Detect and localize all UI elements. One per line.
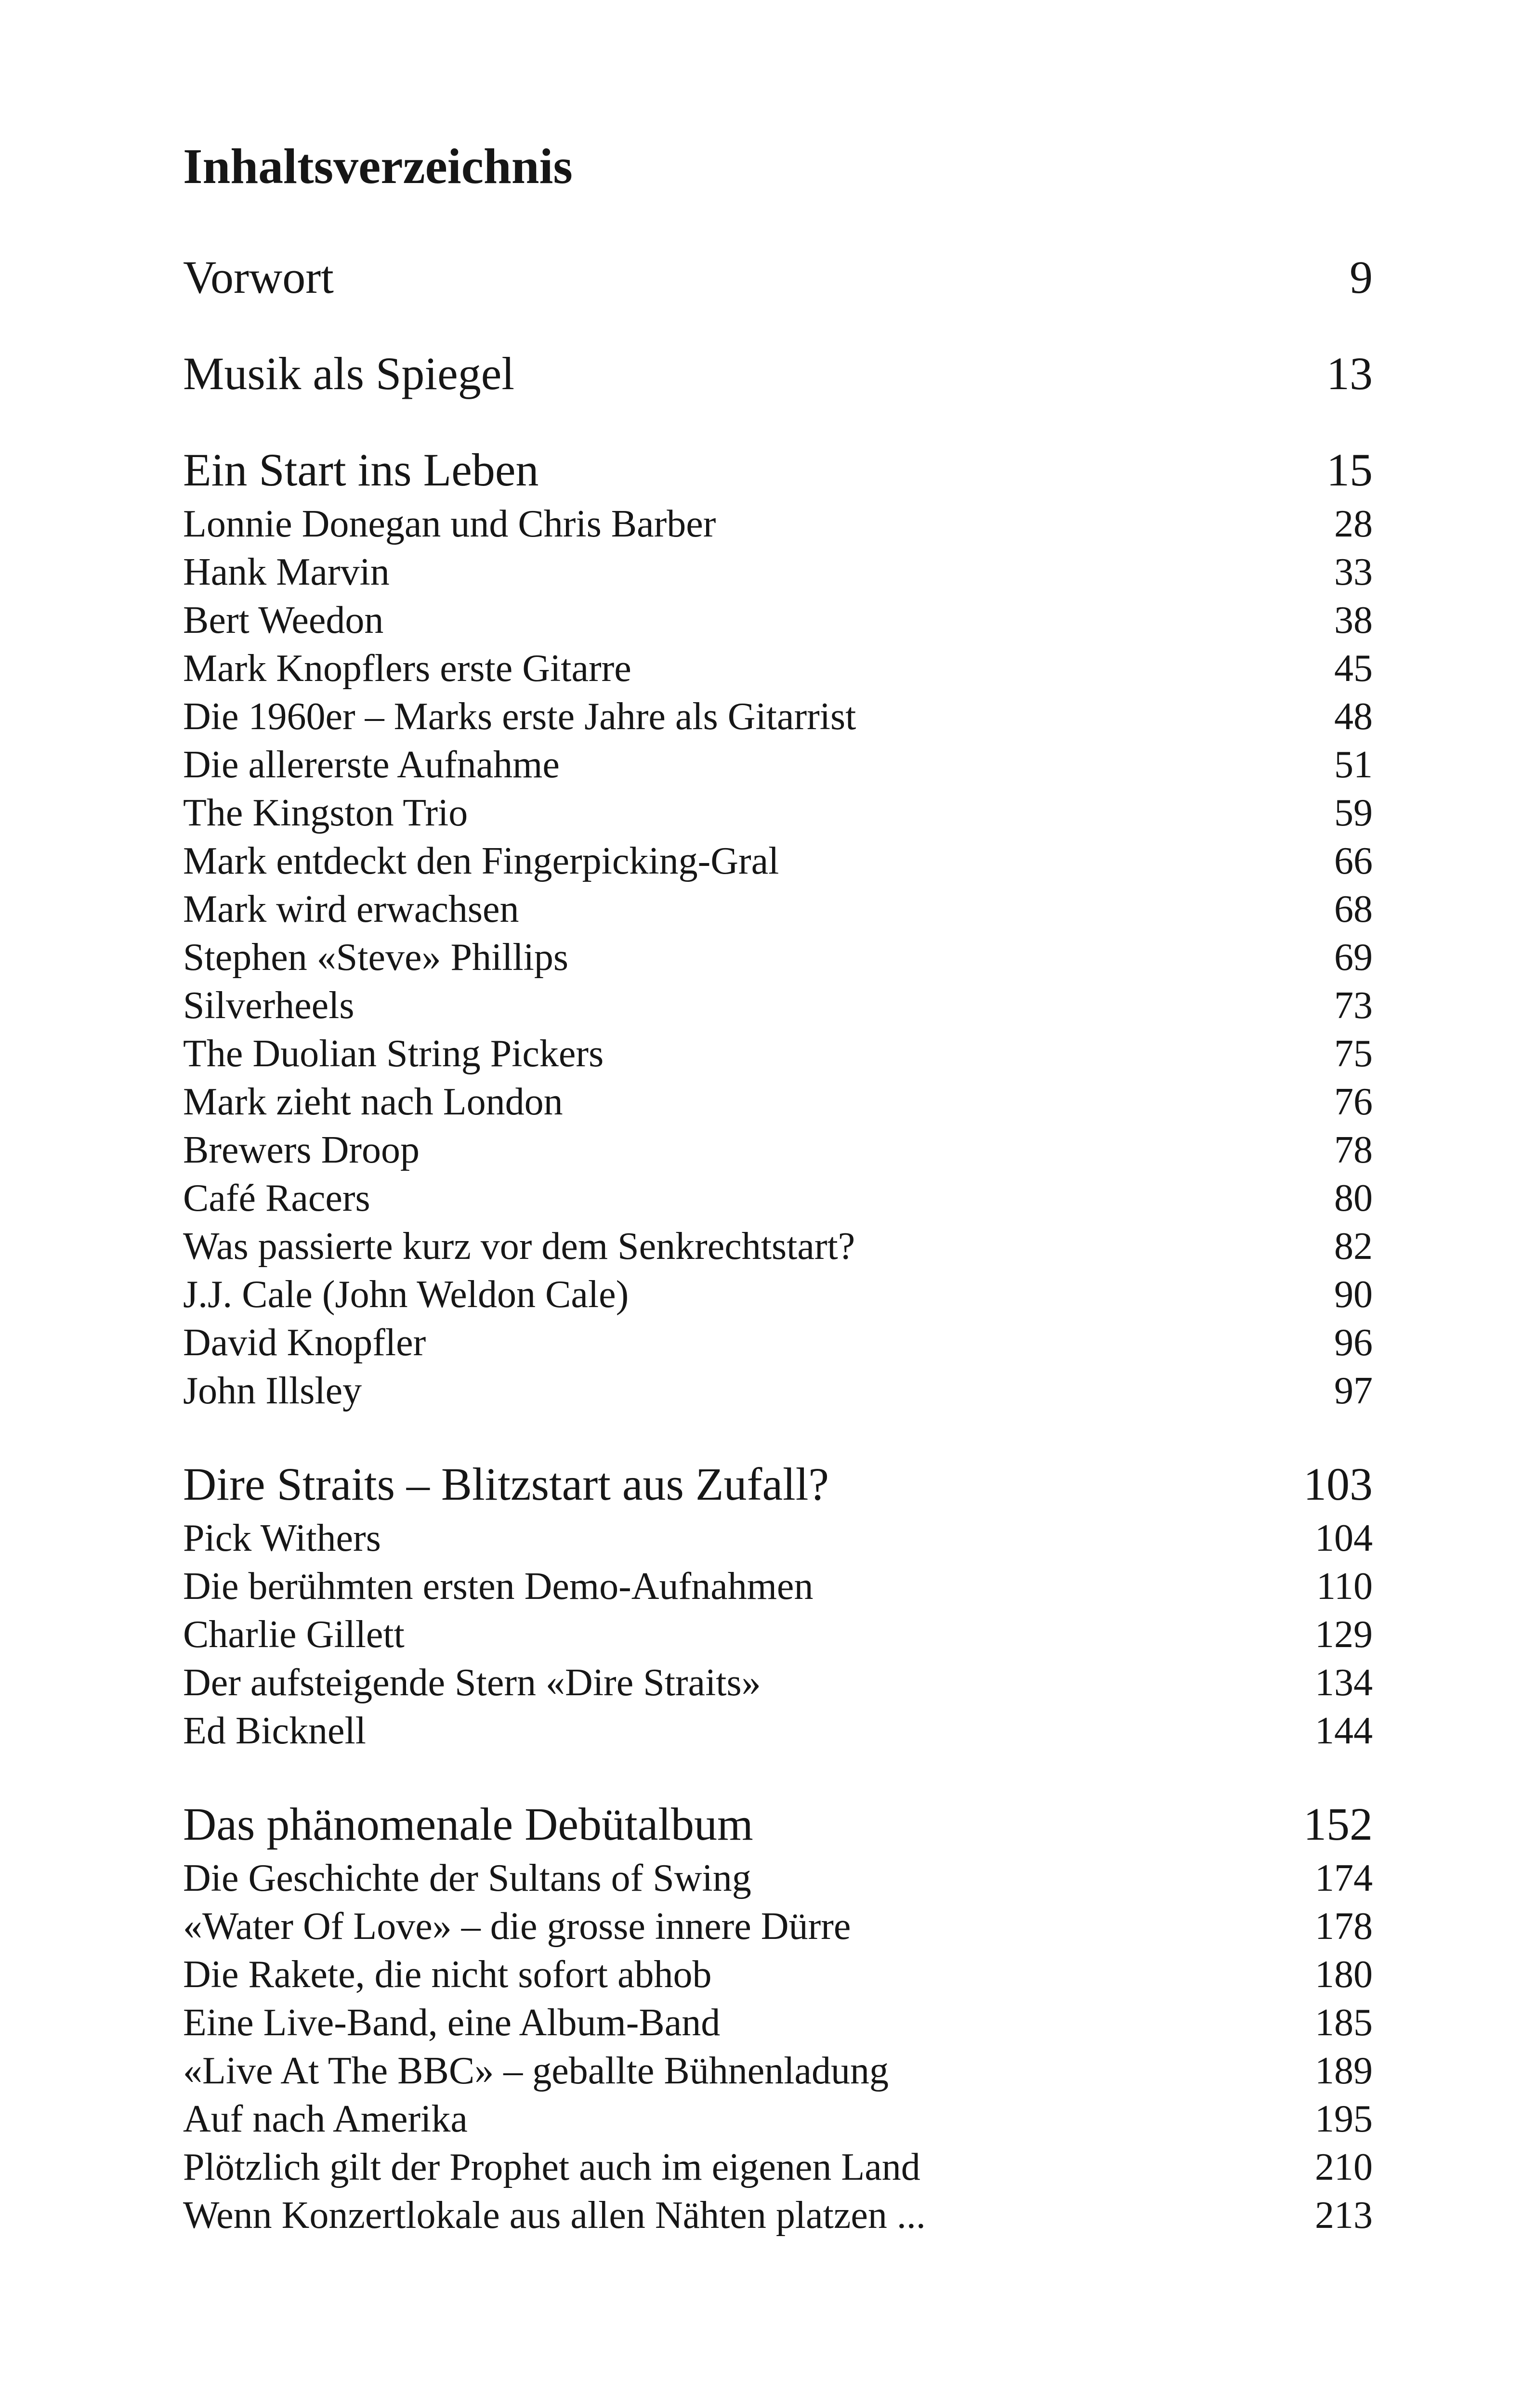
toc-entry-row	[183, 1950, 1373, 1999]
entry-page-number: 66	[1334, 840, 1373, 882]
entry-page-number: 129	[1315, 1613, 1373, 1656]
toc-section	[183, 443, 1373, 1415]
entry-title: Pick Withers	[183, 1517, 381, 1559]
entry-page-number: 59	[1334, 792, 1373, 834]
entry-title: John Illsley	[183, 1370, 362, 1412]
entry-page-number: 69	[1334, 936, 1373, 979]
entry-page-number: 90	[1334, 1273, 1373, 1316]
chapter-title: Ein Start ins Leben	[183, 444, 539, 496]
entry-title: The Duolian String Pickers	[183, 1033, 604, 1075]
entry-page-number: 210	[1315, 2146, 1373, 2188]
toc-entry-row	[183, 1707, 1373, 1755]
entry-title: Eine Live-Band, eine Album-Band	[183, 2002, 721, 2044]
entry-title: David Knopfler	[183, 1322, 426, 1364]
entry-page-number: 134	[1315, 1662, 1373, 1704]
entry-page-number: 48	[1334, 695, 1373, 738]
entry-title: Ed Bicknell	[183, 1710, 366, 1752]
toc-entry-row	[183, 1514, 1373, 1562]
toc-entry-row	[183, 2095, 1373, 2143]
entry-page-number: 97	[1334, 1370, 1373, 1412]
entry-page-number: 174	[1315, 1857, 1373, 1899]
entry-title: Silverheels	[183, 984, 354, 1027]
entry-page-number: 189	[1315, 2050, 1373, 2092]
entry-title: «Water Of Love» – die grosse innere Dürre	[183, 1905, 851, 1948]
entry-page-number: 28	[1334, 503, 1373, 545]
toc-heading: Inhaltsverzeichnis	[183, 139, 573, 194]
entry-page-number: 185	[1315, 2002, 1373, 2044]
toc-entry-row	[183, 500, 1373, 548]
chapter-page-number: 152	[1303, 1798, 1373, 1850]
entry-title: «Live At The BBC» – geballte Bühnenladung	[183, 2050, 889, 2092]
toc-entry-row	[183, 933, 1373, 982]
entry-page-number: 76	[1334, 1081, 1373, 1123]
entry-page-number: 144	[1315, 1710, 1373, 1752]
toc-entry-row	[183, 596, 1373, 644]
entry-title: Plötzlich gilt der Prophet auch im eigenen Land	[183, 2146, 920, 2188]
toc-entry-row	[183, 693, 1373, 741]
toc-entry-row	[183, 885, 1373, 933]
entry-page-number: 73	[1334, 984, 1373, 1027]
chapter-title: Vorwort	[183, 251, 334, 303]
entry-title: The Kingston Trio	[183, 792, 468, 834]
toc-entry-row	[183, 1999, 1373, 2047]
entry-title: Mark entdeckt den Fingerpicking-Gral	[183, 840, 779, 882]
toc-entry-row	[183, 741, 1373, 789]
entry-page-number: 195	[1315, 2098, 1373, 2140]
entry-title: Mark wird erwachsen	[183, 888, 519, 930]
entry-page-number: 96	[1334, 1322, 1373, 1364]
chapter-title: Dire Straits – Blitzstart aus Zufall?	[183, 1458, 829, 1510]
chapter-page-number: 103	[1303, 1458, 1373, 1510]
toc-entry-row	[183, 548, 1373, 596]
toc-entry-row	[183, 1174, 1373, 1222]
entry-title: Die 1960er – Marks erste Jahre als Gitarrist	[183, 695, 856, 738]
toc-entry-row	[183, 1078, 1373, 1126]
entry-title: Mark Knopflers erste Gitarre	[183, 647, 631, 690]
toc-entry-row	[183, 1659, 1373, 1707]
entry-title: Die berühmten ersten Demo-Aufnahmen	[183, 1565, 814, 1608]
entry-title: Auf nach Amerika	[183, 2098, 468, 2140]
toc-section	[183, 347, 1373, 401]
toc-section	[183, 250, 1373, 304]
entry-title: Wenn Konzertlokale aus allen Nähten platzen ...	[183, 2194, 926, 2237]
entry-title: Die Geschichte der Sultans of Swing	[183, 1857, 751, 1899]
entry-page-number: 51	[1334, 744, 1373, 786]
entry-page-number: 38	[1334, 599, 1373, 641]
toc-entry-row	[183, 789, 1373, 837]
entry-page-number: 213	[1315, 2194, 1373, 2237]
toc-entry-row	[183, 1319, 1373, 1367]
entry-page-number: 78	[1334, 1129, 1373, 1171]
entry-page-number: 110	[1316, 1565, 1373, 1608]
toc-entry-row	[183, 1270, 1373, 1319]
entry-page-number: 80	[1334, 1177, 1373, 1219]
toc-entry-row	[183, 1126, 1373, 1174]
entry-title: Der aufsteigende Stern «Dire Straits»	[183, 1662, 761, 1704]
entry-title: Stephen «Steve» Phillips	[183, 936, 568, 979]
entry-page-number: 45	[1334, 647, 1373, 690]
chapter-page-number: 15	[1326, 444, 1373, 496]
entry-page-number: 68	[1334, 888, 1373, 930]
entry-title: Charlie Gillett	[183, 1613, 405, 1656]
chapter-title: Musik als Spiegel	[183, 348, 514, 399]
entry-title: Bert Weedon	[183, 599, 384, 641]
chapter-page-number: 9	[1350, 251, 1373, 303]
entry-title: Café Racers	[183, 1177, 370, 1219]
chapter-page-number: 13	[1326, 348, 1373, 399]
toc-entry-row	[183, 1610, 1373, 1659]
toc-entry-row	[183, 2191, 1373, 2239]
entry-title: Die allererste Aufnahme	[183, 744, 560, 786]
toc-chapter-row	[183, 443, 1373, 497]
entry-title: Was passierte kurz vor dem Senkrechtstart?	[183, 1225, 855, 1268]
entry-page-number: 178	[1315, 1905, 1373, 1948]
toc-entry-row	[183, 1030, 1373, 1078]
toc-entry-row	[183, 1367, 1373, 1415]
toc-chapter-row	[183, 250, 1373, 304]
entry-page-number: 82	[1334, 1225, 1373, 1268]
entry-page-number: 180	[1315, 1953, 1373, 1996]
entry-title: Hank Marvin	[183, 551, 390, 593]
toc-entry-row	[183, 644, 1373, 693]
toc-entry-row	[183, 1222, 1373, 1270]
toc-chapter-row	[183, 347, 1373, 401]
toc-section	[183, 1797, 1373, 2239]
toc-section	[183, 1457, 1373, 1755]
toc-chapter-row	[183, 1797, 1373, 1851]
entry-page-number: 104	[1315, 1517, 1373, 1559]
entry-title: Mark zieht nach London	[183, 1081, 563, 1123]
toc-entry-row	[183, 2143, 1373, 2191]
toc-entry-row	[183, 982, 1373, 1030]
toc-entry-row	[183, 1902, 1373, 1950]
entry-title: J.J. Cale (John Weldon Cale)	[183, 1273, 629, 1316]
toc-entry-row	[183, 2047, 1373, 2095]
entry-title: Lonnie Donegan und Chris Barber	[183, 503, 716, 545]
table-of-contents	[183, 250, 1373, 2282]
entry-page-number: 75	[1334, 1033, 1373, 1075]
toc-entry-row	[183, 1562, 1373, 1610]
entry-title: Brewers Droop	[183, 1129, 420, 1171]
toc-entry-row	[183, 1854, 1373, 1902]
entry-title: Die Rakete, die nicht sofort abhob	[183, 1953, 712, 1996]
chapter-title: Das phänomenale Debütalbum	[183, 1798, 753, 1850]
entry-page-number: 33	[1334, 551, 1373, 593]
toc-chapter-row	[183, 1457, 1373, 1511]
toc-entry-row	[183, 837, 1373, 885]
